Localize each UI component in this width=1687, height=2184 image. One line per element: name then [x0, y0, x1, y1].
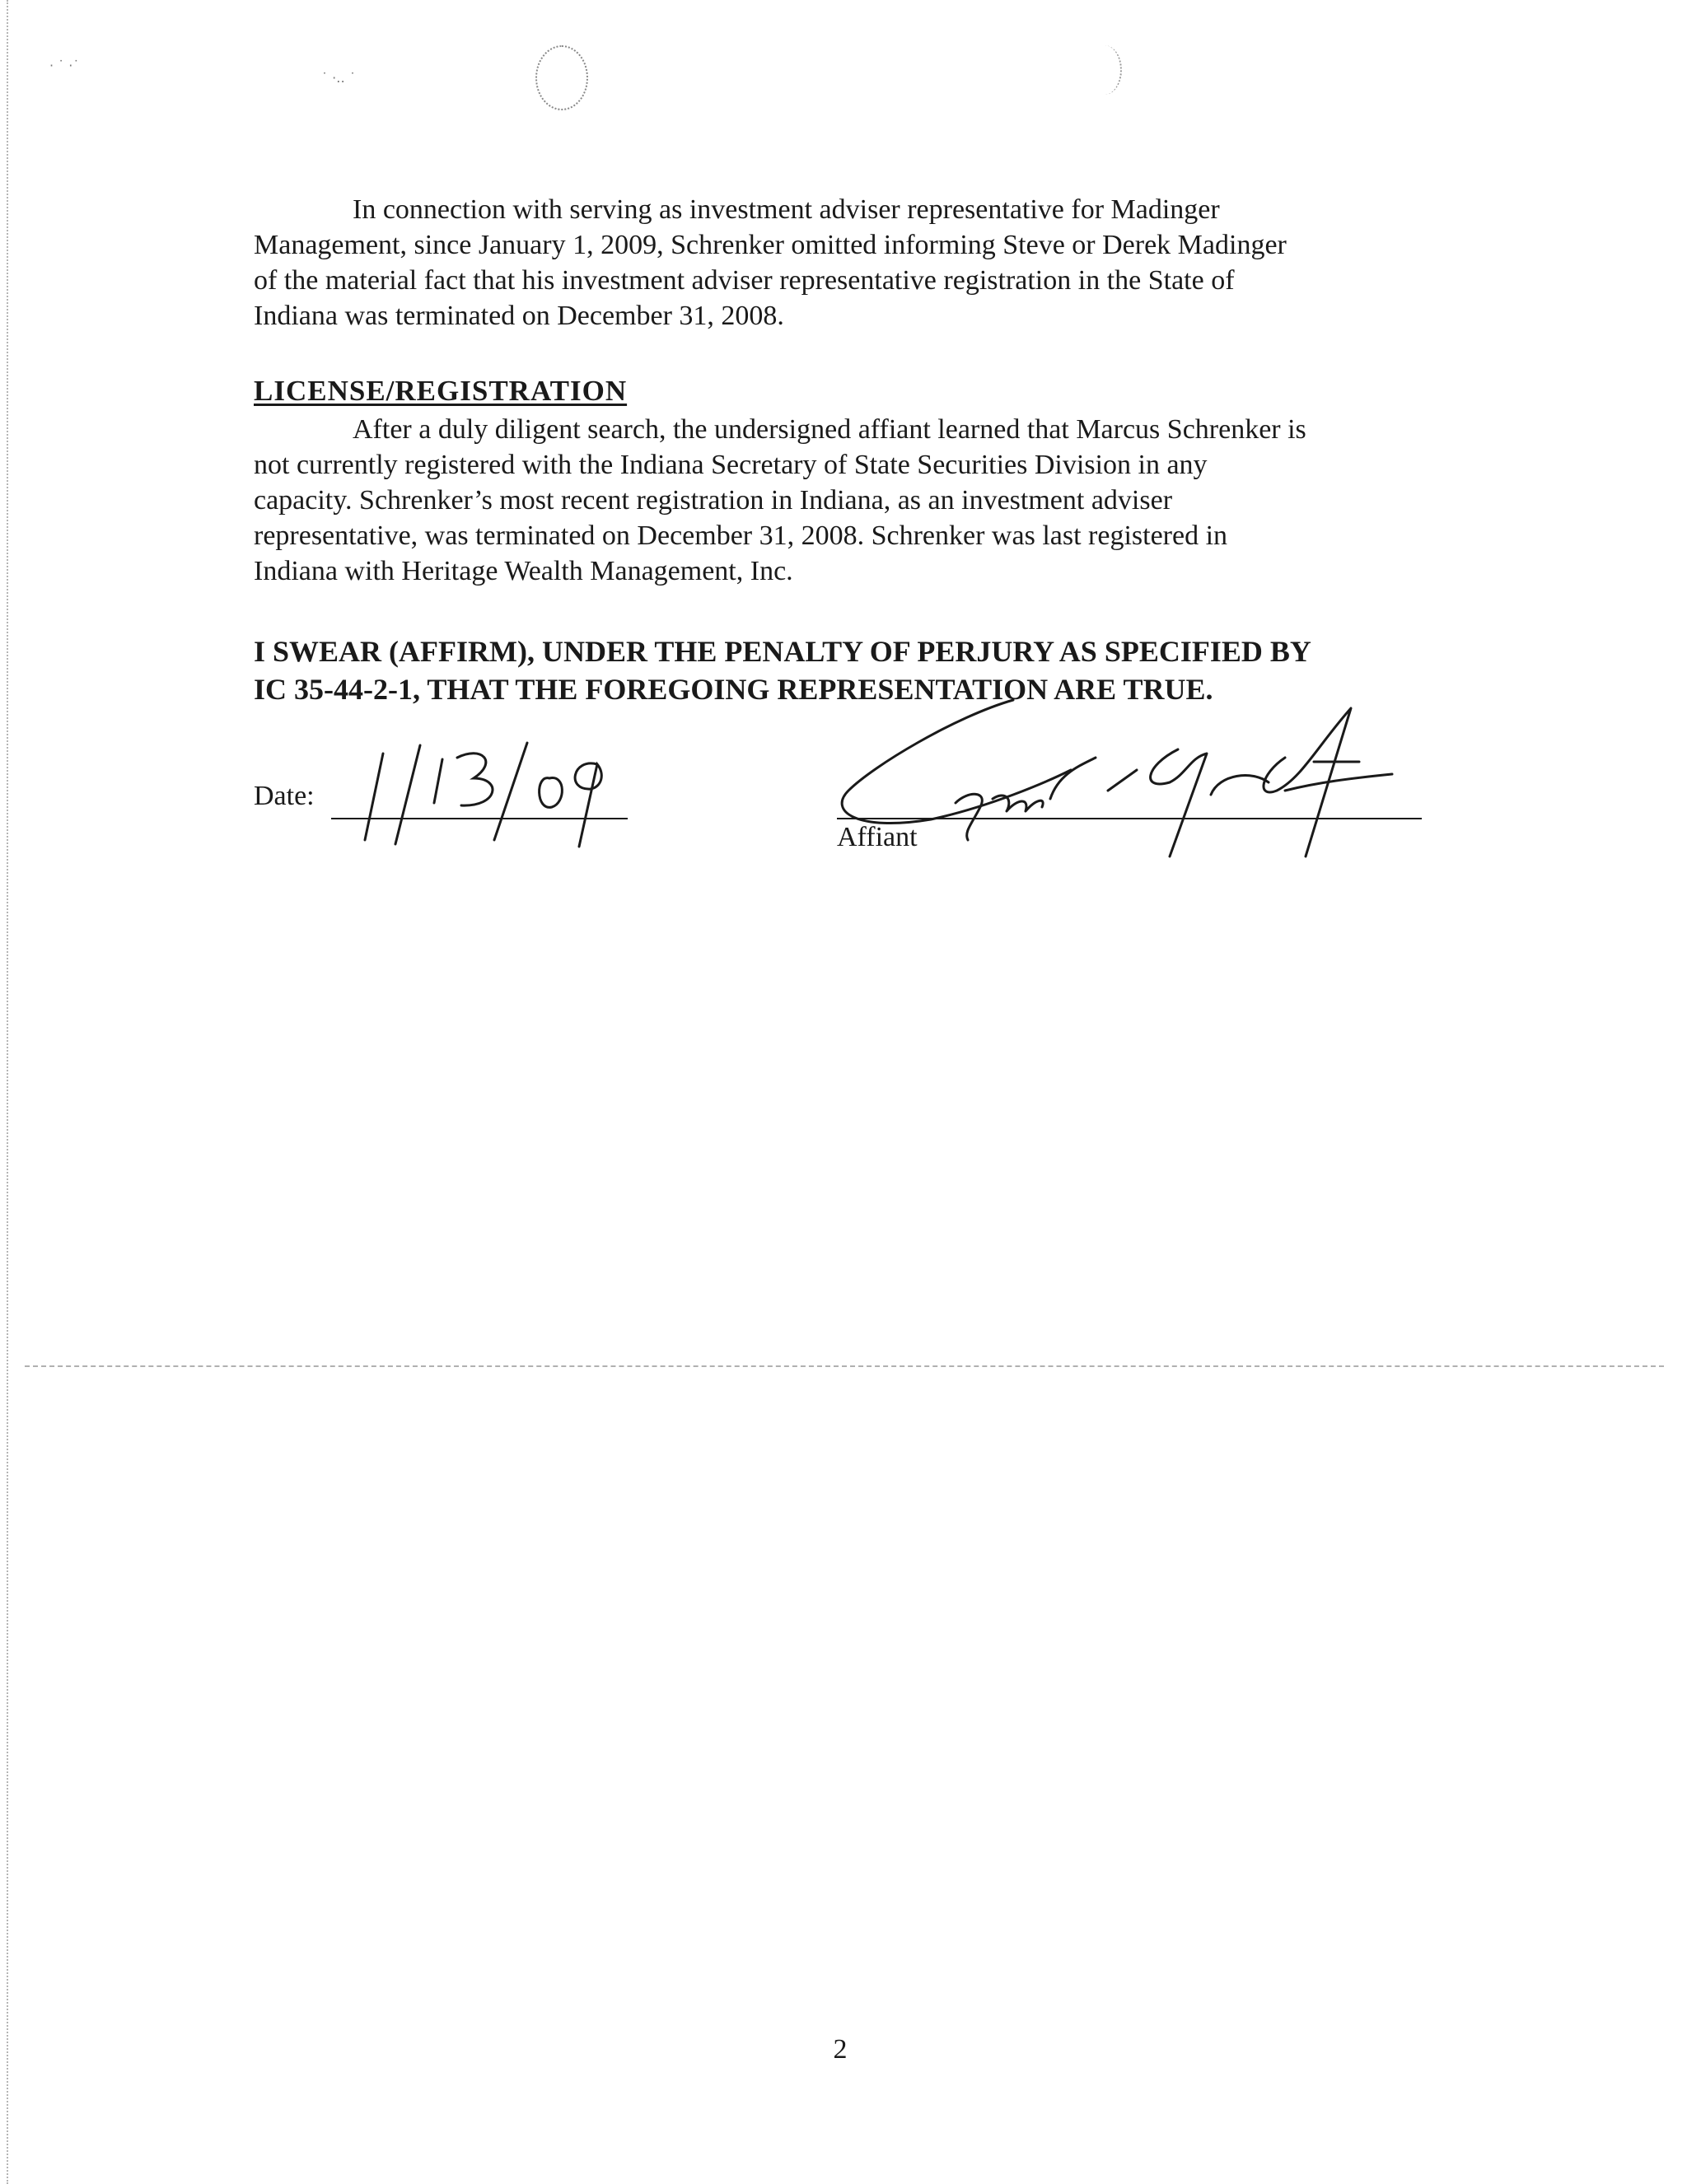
paragraph-omission [254, 192, 1432, 334]
punch-hole-artifact [1087, 45, 1122, 95]
affiant-label: Affiant [837, 822, 918, 852]
scan-speck: ˙ ·‥ ˙ [321, 70, 356, 86]
paragraph-line: not currently registered with the Indiana Secretary of State Securities Division in any [254, 450, 1208, 480]
oath-line: IC 35-44-2-1, THAT THE FOREGOING REPRESENTATION ARE TRUE. [254, 673, 1213, 706]
paragraph-license [254, 412, 1432, 589]
paragraph-line: representative, was terminated on December 31, 2008. Schrenker was last registered in [254, 520, 1228, 551]
date-label: Date: [254, 781, 315, 811]
paragraph-line: Indiana with Heritage Wealth Management, Inc. [254, 556, 793, 586]
page-number: 2 [833, 2034, 848, 2065]
scan-fold-line [25, 1365, 1664, 1367]
punch-hole-artifact [535, 45, 588, 110]
scan-speck: · ˙ ·˙ [49, 58, 80, 73]
paragraph-line: Management, since January 1, 2009, Schrenker omitted informing Steve or Derek Madinger [254, 230, 1287, 260]
paragraph-line: In connection with serving as investment adviser representative for Madinger [353, 194, 1220, 225]
paragraph-line: capacity. Schrenker’s most recent registration in Indiana, as an investment adviser [254, 485, 1173, 516]
oath-line: I SWEAR (AFFIRM), UNDER THE PENALTY OF PERJURY AS SPECIFIED BY [254, 635, 1311, 668]
handwritten-date [350, 733, 630, 848]
section-heading-license: LICENSE/REGISTRATION [254, 375, 628, 407]
paragraph-line: After a duly diligent search, the undersigned affiant learned that Marcus Schrenker is [353, 414, 1306, 445]
paragraph-line: Indiana was terminated on December 31, 2008. [254, 301, 784, 331]
paragraph-line: of the material fact that his investment adviser representative registration in the State of [254, 265, 1235, 296]
scan-edge-artifact [7, 0, 9, 2184]
